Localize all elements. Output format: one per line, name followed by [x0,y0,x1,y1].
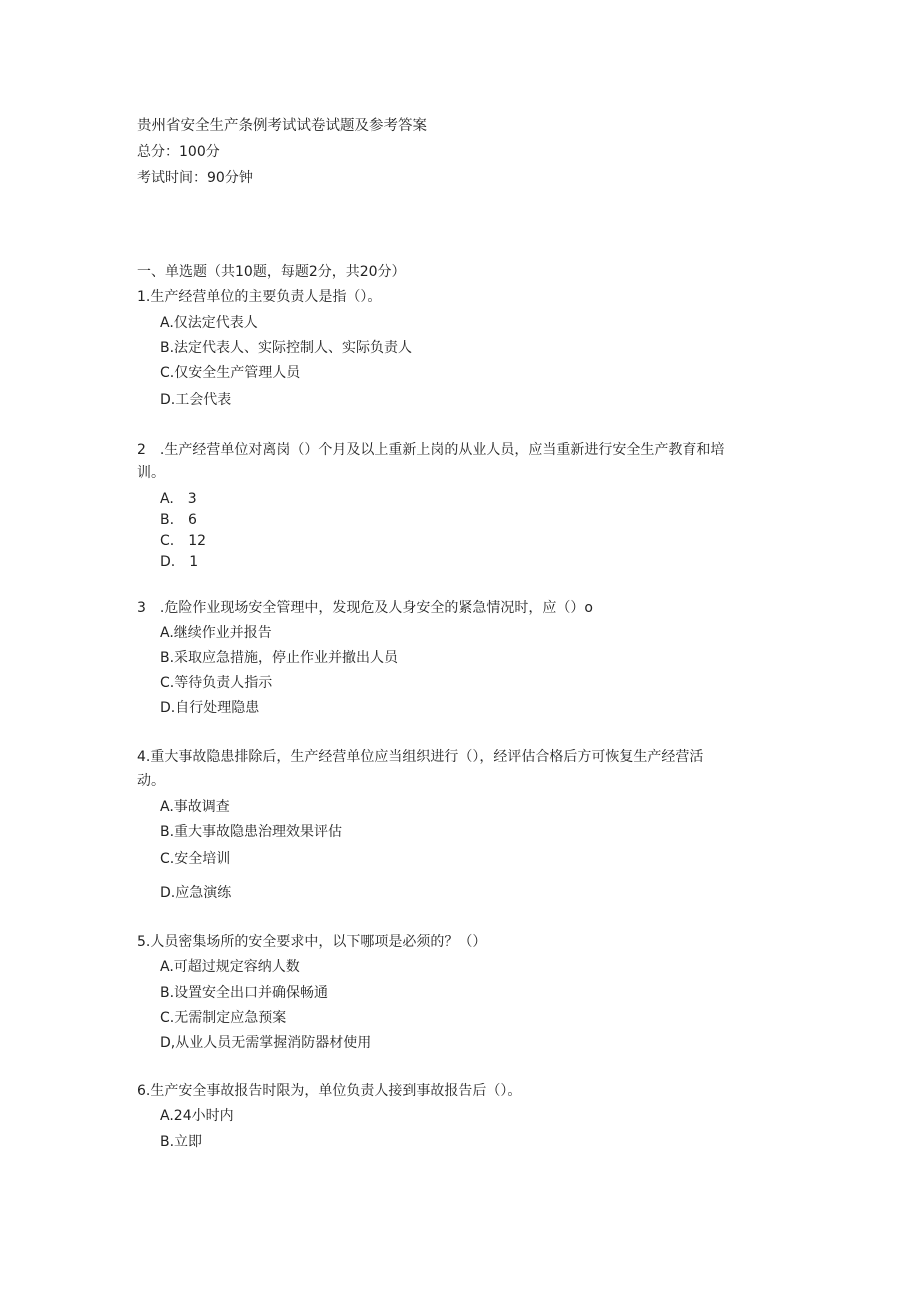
option-d: D,从业人员无需掌握消防器材使用 [160,1035,372,1051]
option-b: B. 6 [160,512,197,528]
option-d: D.工会代表 [160,392,232,408]
option-a: A.继续作业并报告 [160,625,272,641]
option-a: A. 3 [160,491,197,507]
section-heading: 一、单选题（共10题，每题2分，共20分） [137,264,406,280]
question-text-continued: 动。 [137,773,165,789]
question-text-continued: 训。 [137,465,165,481]
question-text: 4.重大事故隐患排除后，生产经营单位应当组织进行（），经评估合格后方可恢复生产经营活 [137,749,704,765]
option-d: D.自行处理隐患 [160,700,260,716]
option-b: B.法定代表人、实际控制人、实际负责人 [160,340,413,356]
question-text: 5.人员密集场所的安全要求中，以下哪项是必须的？（） [137,934,487,950]
option-b: B.立即 [160,1134,203,1150]
option-c: C.等待负责人指示 [160,675,273,691]
option-c: C.安全培训 [160,851,231,867]
option-a: A.仅法定代表人 [160,315,258,331]
option-b: B.设置安全出口并确保畅通 [160,985,329,1001]
option-c: C.无需制定应急预案 [160,1010,287,1026]
option-a: A.24小时内 [160,1108,234,1124]
option-c: C.仅安全生产管理人员 [160,365,301,381]
option-b: B.重大事故隐患治理效果评估 [160,824,343,840]
exam-time: 考试时间：90分钟 [137,170,253,186]
question-text: 3 .危险作业现场安全管理中，发现危及人身安全的紧急情况时，应（）o [137,600,593,616]
question-text: 6.生产安全事故报告时限为，单位负责人接到事故报告后（）。 [137,1083,522,1099]
option-a: A.事故调查 [160,799,230,815]
option-b: B.采取应急措施，停止作业并撤出人员 [160,650,399,666]
option-a: A.可超过规定容纳人数 [160,959,300,975]
total-score: 总分：100分 [137,144,220,160]
option-d: D. 1 [160,554,199,570]
option-c: C. 12 [160,533,207,549]
document-title: 贵州省安全生产条例考试试卷试题及参考答案 [137,118,427,134]
question-text: 1.生产经营单位的主要负责人是指（）。 [137,289,382,305]
question-text: 2 .生产经营单位对离岗（）个月及以上重新上岗的从业人员，应当重新进行安全生产教育和培 [137,442,725,458]
option-d: D.应急演练 [160,885,232,901]
